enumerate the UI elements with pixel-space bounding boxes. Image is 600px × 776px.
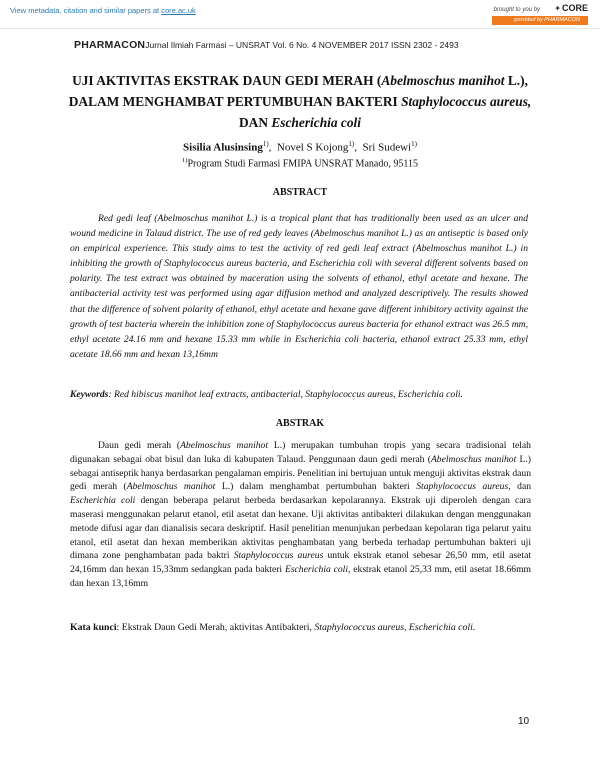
abstract-heading: ABSTRACT — [272, 187, 328, 198]
provided-by-badge: provided by PHARMACON — [492, 16, 588, 25]
keywords-english: Keywords: Red hibiscus manihot leaf extracts, antibacterial, Staphylococcus aureus, Escherichia coli. — [70, 389, 463, 400]
author-2: Novel S Kojong — [276, 141, 349, 154]
paper-title: UJI AKTIVITAS EKSTRAK DAUN GEDI MERAH (Abelmoschus manihot L.), DALAM MENGHAMBAT PERTUMBUHAN BAKTERI Staphylococcus aureus, DAN Escherichia coli — [68, 73, 532, 130]
author-list: Sisilia Alusinsing$^{1)}$, Novel S Kojong$^{1)}$, Sri Sudewi$^{1)}$ — [183, 140, 417, 154]
core-banner — [0, 0, 600, 29]
core-logo-icon: ✦ — [554, 4, 561, 13]
affiliation: $^{1)}$Program Studi Farmasi FMIPA UNSRAT Manado, 95115 — [182, 157, 418, 170]
abstract-indonesian: Daun gedi merah (Abelmoschus manihot L.) merupakan tumbuhan tropis yang secara tradisional telah digunakan sebagai obat bisul dan luka di kabupaten Talaud. Penggunaan daun gedi merah (Abelmoschus manihot L.) sebagai antiseptik hanya berdasarkan pengalaman empiris. Penelitian ini bertujuan untuk menguji aktivitas ekstrak daun gedi merah (Abelmoschus manihot L.) dalam menghambat pertumbuhan bakteri Staphylococcus aureus, dan Escherichia coli dengan beberapa pelarut berbeda berdasarkan kepolarannya. Ekstrak uji diperoleh dengan cara maserasi menggunakan pelarut etanol, etil asetat dan hexane. Uji aktivitas antibakteri dilakukan dengan menggunakan metode difusi agar dan dianalisis secara deskriptif. Hasil penelitian menunjukan perbedaan kepolaran tiga pelarut yaitu etanol, etil asetat dan hexan memberikan aktivitas penghambatan yang berbeda terhadap pertumbuhan bakteri uji dimana zone penghambatan pada baktri Staphylococcus aureus untuk ekstrak etanol sebesar 26,50 mm, etil asetat 24,16mm dan hexan 15,33mm sedangkan pada bakteri Escherichia coli, ekstrak etanol 25,33 mm, etil asetat 18.66mm dan hexan 13,16mm — [70, 440, 532, 589]
author-3: Sri Sudewi — [362, 141, 412, 154]
keywords-label: Keywords — [70, 389, 109, 400]
abstrak-heading: ABSTRAK — [275, 418, 325, 429]
brought-by-text: brought to you by — [493, 7, 540, 13]
journal-name: PHARMACON — [74, 39, 146, 51]
core-metadata-link[interactable]: View metadata, citation and similar papers at core.ac.uk — [10, 6, 196, 15]
keywords-indonesian: Kata kunci: Ekstrak Daun Gedi Merah, aktivitas Antibakteri, Staphylococcus aureus, Escherichia coli. — [70, 622, 476, 633]
kata-kunci-label: Kata kunci — [70, 622, 117, 633]
core-logo[interactable]: ✦CORE — [554, 3, 588, 13]
abstract-english: Red gedi leaf (Abelmoschus manihot L.) is a tropical plant that has traditionally been used as an ulcer and wound medicine in Talaud district. The use of red gedy leaves (Abelmoschus manihot L.) as an antiseptic is based only on empirical experience. This study aims to test the activity of red gedi leaf extract (Abelmoschus manihot L.) in inhibiting the growth of Staphylococcus aureus bacteria, and Escherichia coli with several different solvents based on polarity. The test extract was obtained by maceration using the solvents of ethanol, ethyl acetate and hexane. The antibacterial activity test was performed using agar diffusion method and analyzed descriptively. The results showed that the difference of solvent polarity of ethanol, ethyl acetate and hexane gave different inhibitory activity against the growth of test bacteria wherein the inhibition zone of Staphylococcus aureus bacteria for ethanol extract was 26.5 mm, ethyl acetate 24.16 mm and hexane 15.33 mm while in Escherichia coli bacteria, ethanol extract 25.33 mm, ethyl acetate 18.66 mm and hexan 13,16mm — [70, 213, 528, 360]
page-number: 10 — [518, 716, 530, 727]
journal-details: Jurnal Ilmiah Farmasi – UNSRAT Vol. 6 No. 4 NOVEMBER 2017 ISSN 2302 - 2493 — [145, 40, 459, 50]
core-url[interactable]: core.ac.uk — [161, 6, 196, 15]
author-1: Sisilia Alusinsing — [183, 141, 263, 154]
journal-header — [74, 39, 459, 51]
